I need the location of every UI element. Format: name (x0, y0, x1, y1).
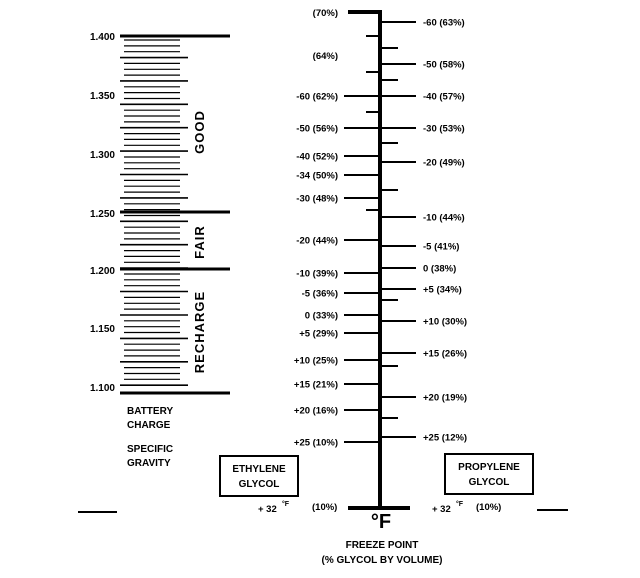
ethylene-bottom-percent: (10%) (312, 502, 338, 513)
sg-label-1300: 1.300 (89, 150, 115, 161)
propylene-tick-label: +20 (19%) (423, 392, 468, 404)
ethylene-tick-label: +25 (10%) (293, 437, 338, 449)
specific-gravity-caption-2: GRAVITY (127, 458, 171, 469)
sg-label-1400: 1.400 (89, 32, 115, 43)
propylene-tick-label: -20 (49%) (423, 157, 465, 169)
freeze-top-label-64: (64%) (312, 51, 338, 62)
propylene-tick-label: -60 (63%) (423, 17, 465, 29)
ethylene-tick-label: -50 (56%) (296, 123, 338, 135)
propylene-bottom-value: + 32 (432, 504, 451, 515)
ethylene-glycol-box-frame (220, 456, 298, 496)
glycol-volume-caption: (% GLYCOL BY VOLUME) (321, 555, 443, 566)
propylene-bottom-label (432, 500, 501, 515)
zone-good-label: GOOD (192, 110, 207, 154)
sg-label-1350: 1.350 (89, 91, 115, 102)
fahrenheit-unit-label: °F (370, 511, 392, 533)
propylene-tick-label: -50 (58%) (423, 59, 465, 71)
ethylene-ticks (294, 92, 380, 449)
sg-label-1250: 1.250 (89, 209, 115, 220)
ethylene-tick-label: +20 (16%) (293, 405, 338, 417)
propylene-tick-label: +5 (34%) (423, 284, 462, 296)
ethylene-tick-label: +10 (25%) (293, 355, 338, 367)
propylene-glycol-box-line2: GLYCOL (468, 477, 510, 488)
propylene-bottom-degree: °F (456, 501, 464, 508)
ethylene-tick-label: -5 (36%) (301, 288, 338, 300)
propylene-tick-label: -10 (44%) (423, 212, 465, 224)
ethylene-tick-label: -34 (50%) (296, 170, 338, 182)
propylene-tick-label: 0 (38%) (423, 263, 457, 275)
ethylene-glycol-box-line2: GLYCOL (238, 479, 280, 490)
sg-label-1150: 1.150 (89, 324, 115, 335)
propylene-ticks (380, 18, 467, 444)
ethylene-glycol-box (220, 456, 298, 496)
propylene-tick-label: -30 (53%) (423, 123, 465, 135)
freeze-scale (220, 8, 533, 566)
propylene-tick-label: +25 (12%) (423, 432, 468, 444)
ethylene-tick-label: +15 (21%) (293, 379, 338, 391)
ethylene-tick-label: -20 (44%) (296, 235, 338, 247)
propylene-glycol-box (445, 454, 533, 494)
zone-fair-label: FAIR (192, 225, 207, 259)
ethylene-tick-label: -30 (48%) (296, 193, 338, 205)
ethylene-tick-label: -60 (62%) (296, 91, 338, 103)
battery-charge-caption-2: CHARGE (127, 420, 171, 431)
propylene-glycol-box-frame (445, 454, 533, 494)
zone-recharge-label: RECHARGE (192, 290, 207, 374)
propylene-tick-label: -40 (57%) (423, 91, 465, 103)
ethylene-tick-label: -40 (52%) (296, 151, 338, 163)
specific-gravity-caption-1: SPECIFIC (127, 444, 174, 455)
ethylene-bottom-value: + 32 (258, 504, 277, 515)
ethylene-tick-label: -10 (39%) (296, 268, 338, 280)
sg-label-1200: 1.200 (89, 266, 115, 277)
freeze-point-caption: FREEZE POINT (345, 540, 419, 551)
propylene-tick-label: +15 (26%) (423, 348, 468, 360)
sg-label-1100: 1.100 (89, 383, 115, 394)
battery-scale (90, 32, 230, 469)
ethylene-glycol-box-line1: ETHYLENE (232, 464, 286, 475)
ethylene-bottom-degree: °F (282, 501, 290, 508)
battery-charge-caption-1: BATTERY (127, 406, 174, 417)
propylene-glycol-box-line1: PROPYLENE (458, 462, 520, 473)
propylene-bottom-percent: (10%) (476, 502, 502, 513)
ethylene-tick-label: +5 (29%) (299, 328, 338, 340)
ethylene-tick-label: 0 (33%) (304, 310, 338, 322)
freeze-top-label-70: (70%) (312, 8, 338, 19)
ethylene-bottom-label (258, 500, 337, 515)
propylene-tick-label: +10 (30%) (423, 316, 468, 328)
propylene-tick-label: -5 (41%) (423, 241, 460, 253)
